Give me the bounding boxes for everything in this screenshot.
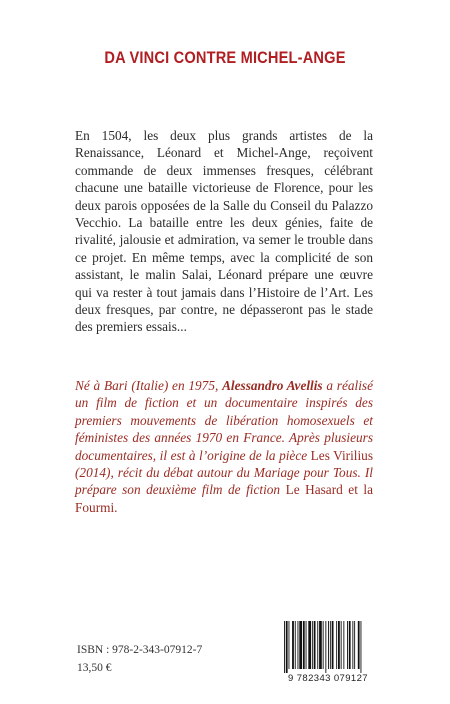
bio-intro: Né à Bari (Italie) en 1975, [75, 378, 223, 393]
bio-work-title-2: Le Hasard et la Fourmi. [75, 482, 373, 515]
barcode-bar [343, 621, 344, 669]
barcode-bar [341, 621, 342, 669]
barcode-bar [289, 621, 290, 669]
barcode-bar [306, 621, 307, 669]
barcode-bar [354, 621, 355, 669]
isbn: ISBN : 978-2-343-07912-7 [77, 644, 203, 656]
barcode-bar [332, 621, 334, 669]
barcode-bar [336, 621, 337, 669]
barcode-bar [358, 621, 360, 669]
barcode-bar [319, 621, 322, 669]
author-name: Alessandro Avellis [222, 378, 323, 393]
barcode-bar [286, 621, 288, 673]
summary-paragraph: En 1504, les deux plus grands artistes de la Renaissance, Léonard et Michel-Ange, reçoivent commande de deux immenses fresques, célébrant chacune une bataille victorieuse de Florence, pour les deux parois opposées de la Salle du Conseil du Palazzo Vecchio. La bataille entre les deux génies, faite de rivalité, jalousie et admiration, va semer le trouble dans ce projet. En même temps, avec la complicité de son assistant, le malin Salai, Léonard prépare une œuvre qui va rester à tout jamais dans l’Histoire de l’Art. Les deux fresques, par contre, ne dépasseront pas le stade des premiers essais... [75, 128, 373, 335]
barcode-bar [292, 621, 294, 669]
barcode-bar [317, 621, 318, 669]
barcode-bar [338, 621, 340, 669]
barcode-bar [352, 621, 353, 669]
barcode-bar [299, 621, 302, 669]
barcode-bar [295, 621, 296, 669]
bio-part1: a réalisé un film de fiction et un documentaire inspirés des premiers mouvements de libération homosexuels et féministes des années 1970 en France. Après plusieurs documentaires, il est à l’origine de la pièce [75, 378, 374, 463]
barcode-bar [303, 621, 305, 669]
bio-work-title-1: Les Virilius [310, 447, 373, 463]
bio-part2: (2014), récit du débat autour du Mariage pour Tous. Il prépare son deuxième film de fiction [75, 465, 373, 498]
barcode [282, 621, 374, 677]
barcode-bar [347, 621, 348, 669]
barcode-bar [323, 621, 324, 669]
barcode-bar [325, 621, 326, 673]
barcode-bar [361, 621, 362, 673]
book-title: DA VINCI CONTRE MICHEL-ANGE [104, 48, 346, 67]
barcode-bar [298, 621, 299, 669]
author-bio [75, 377, 373, 516]
barcode-bar [314, 621, 316, 669]
price: 13,50 € [77, 662, 112, 674]
bio-paragraph [75, 377, 373, 516]
barcode-bar [312, 621, 313, 669]
barcode-bar [328, 621, 329, 669]
book-summary [75, 127, 373, 336]
barcode-bar [308, 621, 311, 669]
barcode-bar [284, 621, 285, 673]
barcode-digits: 9 782343 079127 [288, 673, 368, 684]
barcode-bar [349, 621, 351, 669]
barcode-bar [330, 621, 331, 669]
